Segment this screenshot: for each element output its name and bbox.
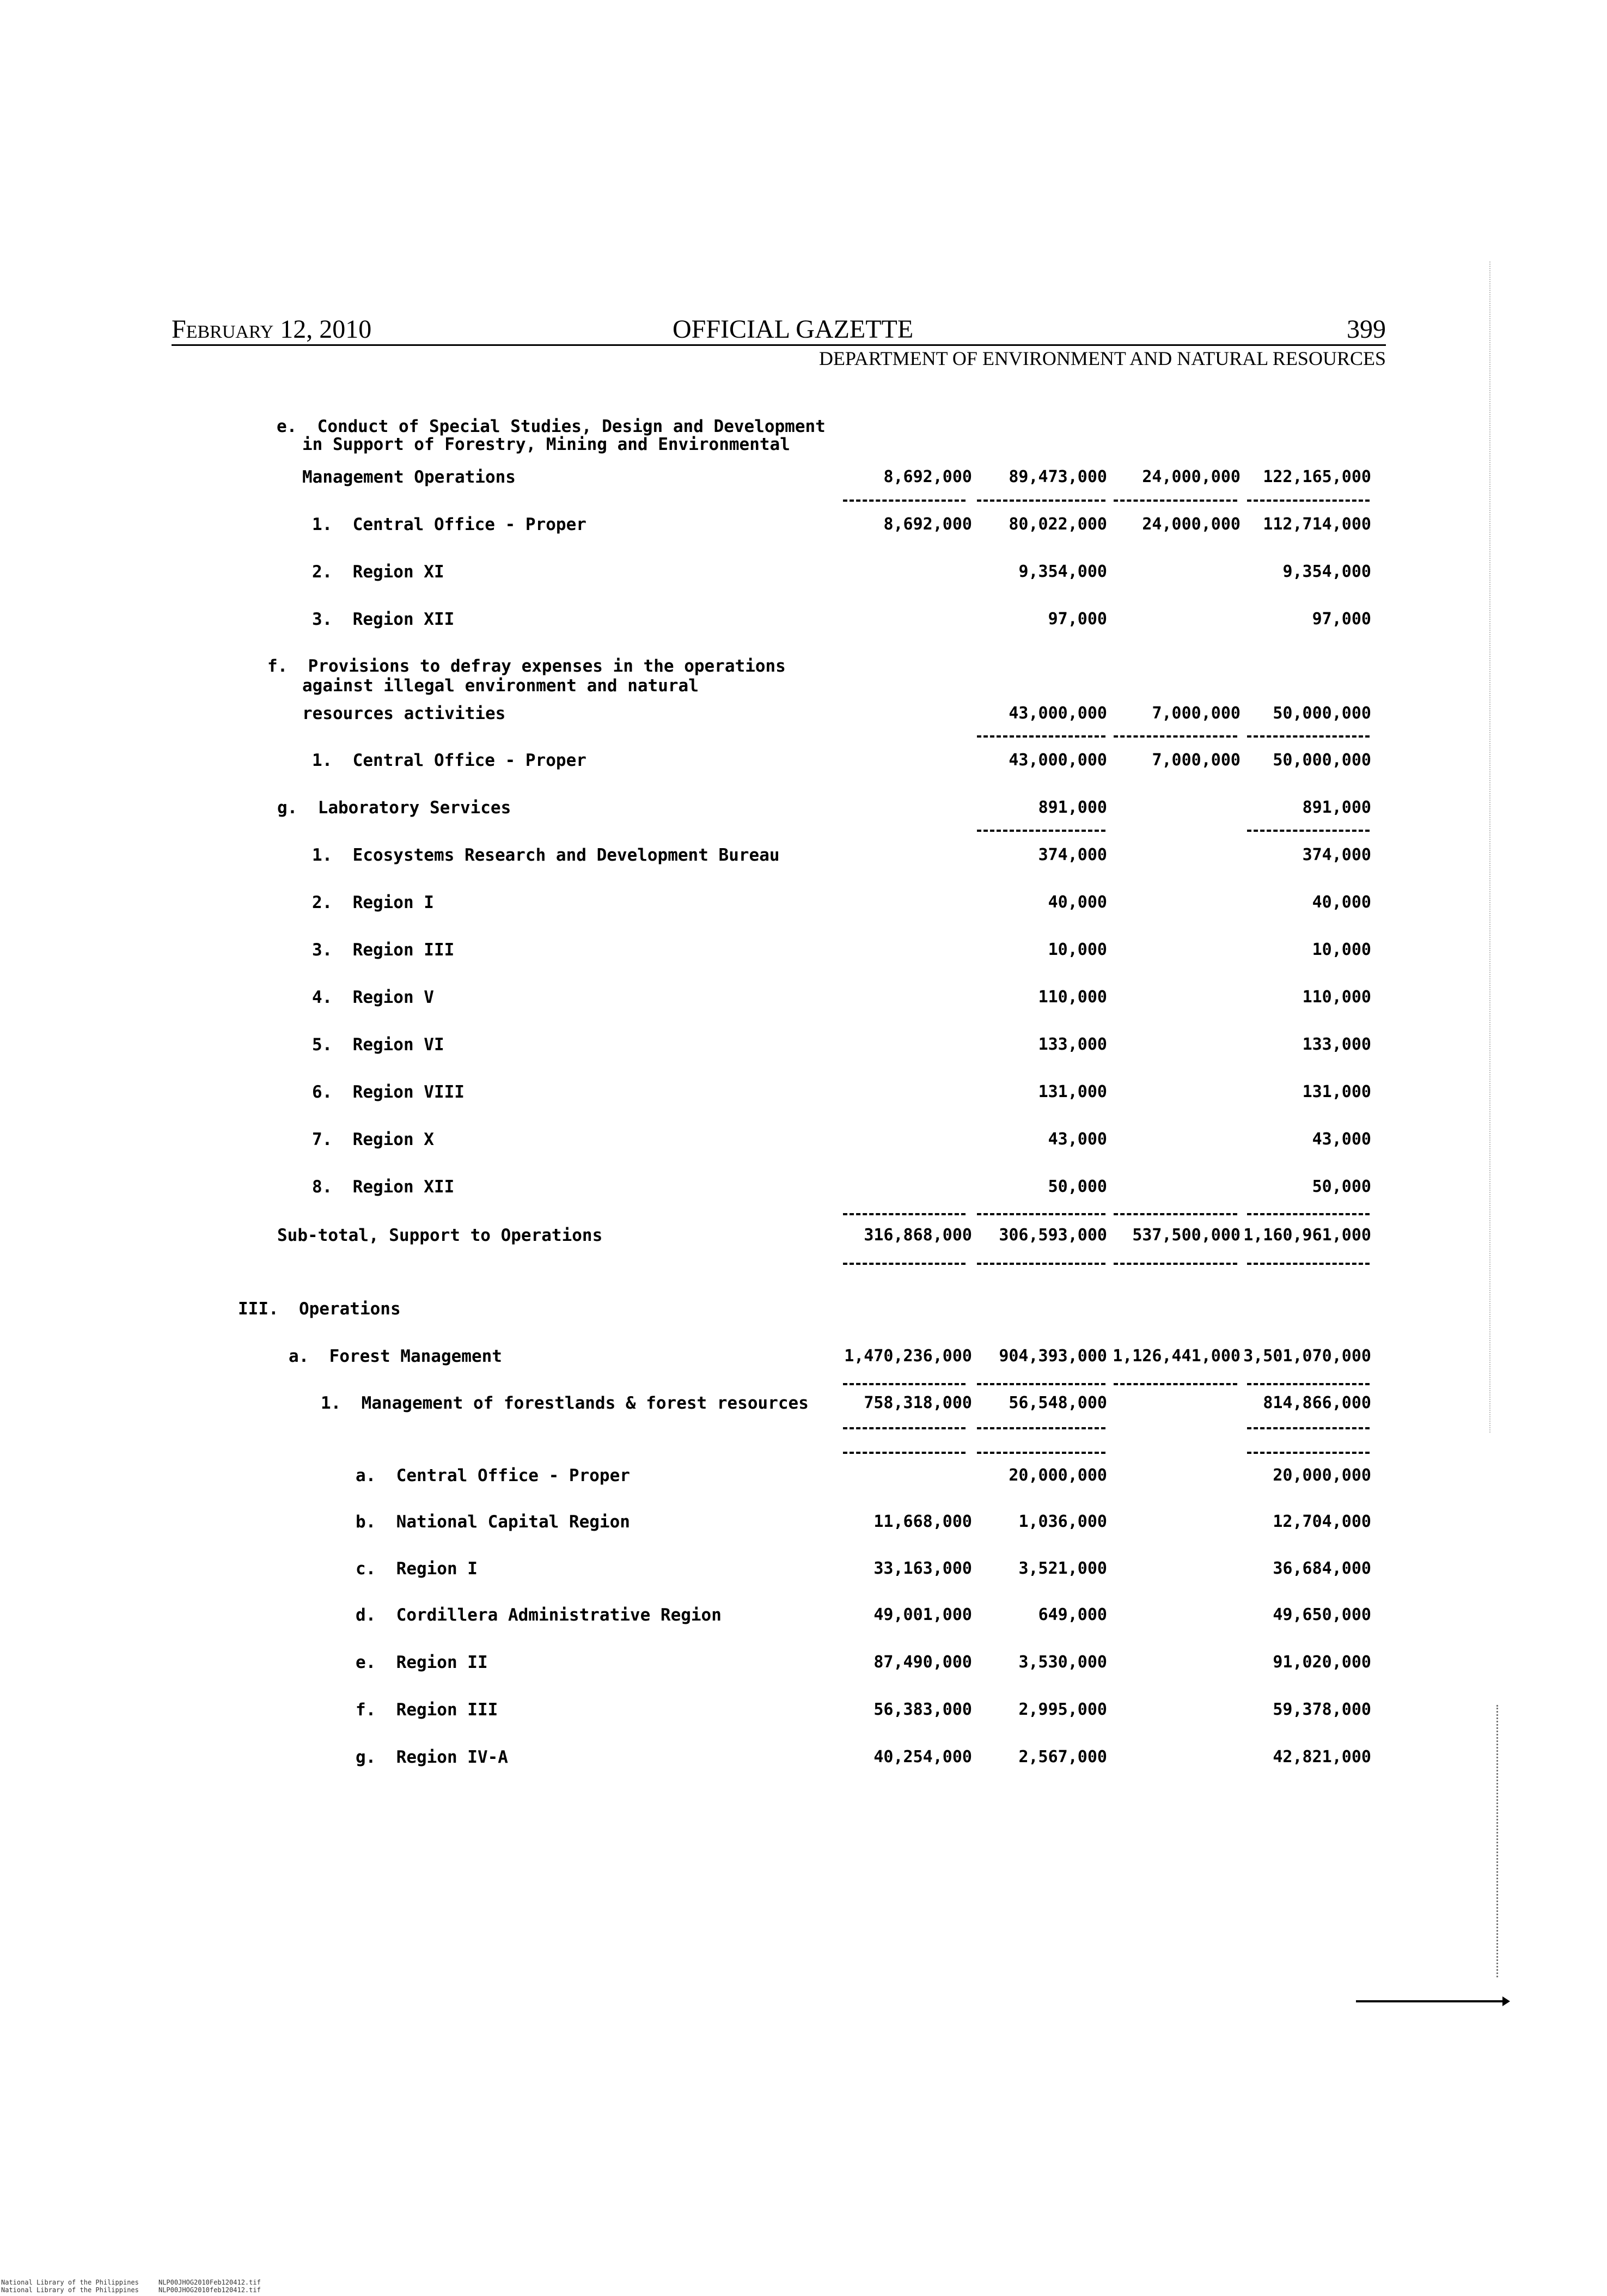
dashed-rule [977,1383,1105,1385]
row-label: against illegal environment and natural [302,676,699,696]
row-label: g. Laboratory Services [277,798,511,818]
table-row [0,432,1607,457]
amount-cell: 49,001,000 [873,1605,972,1624]
row-label: 1. Management of forestlands & forest resources [321,1393,809,1413]
footer-scan-id-1: National Library of the Philippines NLP00JHOG2010Feb120412.tif [1,2279,261,2286]
table-row [0,673,1607,698]
amount-cell: 24,000,000 [1142,467,1241,486]
table-row [0,1344,1607,1369]
table-row [0,1745,1607,1770]
amount-cell: 42,821,000 [1273,1747,1371,1767]
table-row [0,1603,1607,1628]
amount-cell: 43,000 [1048,1130,1107,1149]
row-label: 1. Central Office - Proper [312,515,586,534]
row-label: 3. Region XII [312,610,455,629]
amount-cell: 131,000 [1302,1082,1371,1101]
row-label: III. Operations [238,1299,401,1319]
amount-cell: 537,500,000 [1132,1226,1241,1245]
row-label: in Support of Forestry, Mining and Environmental [302,435,790,454]
dashed-rule [1114,1213,1237,1215]
amount-cell: 87,490,000 [873,1653,972,1672]
amount-cell: 10,000 [1048,940,1107,959]
amount-cell: 3,530,000 [1018,1653,1107,1672]
dashed-rule [1247,830,1370,832]
scan-edge-marks [1489,261,1494,1433]
row-label: 5. Region VI [312,1035,444,1055]
row-label: a. Central Office - Proper [356,1466,630,1485]
row-label: 6. Region VIII [312,1082,465,1102]
table-row [0,1463,1607,1488]
amount-cell: 3,501,070,000 [1243,1347,1371,1366]
amount-cell: 10,000 [1312,940,1371,959]
table-row [0,512,1607,537]
row-label: 4. Region V [312,988,434,1007]
amount-cell: 97,000 [1048,610,1107,629]
amount-cell: 316,868,000 [864,1226,972,1245]
amount-cell: 40,254,000 [873,1747,972,1767]
page-number: 399 [1347,315,1386,344]
amount-cell: 374,000 [1302,845,1371,864]
row-label: resources activities [302,704,506,723]
table-row [0,1127,1607,1152]
dashed-rule [843,1452,966,1454]
row-label: f. Region III [356,1700,498,1720]
dashed-rule [1247,500,1370,502]
row-label: b. National Capital Region [356,1512,630,1532]
amount-cell: 50,000,000 [1273,751,1371,770]
table-row [0,1650,1607,1675]
amount-cell: 20,000,000 [1273,1466,1371,1485]
amount-cell: 24,000,000 [1142,515,1241,534]
table-row [0,465,1607,490]
table-row [0,1556,1607,1581]
table-row [0,843,1607,868]
amount-cell: 56,383,000 [873,1700,972,1719]
scan-arrow-mark [1356,2000,1506,2002]
amount-cell: 7,000,000 [1152,751,1241,770]
amount-cell: 59,378,000 [1273,1700,1371,1719]
dashed-rule [843,1383,966,1385]
amount-cell: 1,036,000 [1018,1512,1107,1531]
dashed-rule [977,1213,1105,1215]
dashed-rule [1114,500,1237,502]
dashed-rule [977,1452,1105,1454]
amount-cell: 131,000 [1038,1082,1107,1101]
publication-title: OFFICIAL GAZETTE [673,315,914,344]
dashed-rule [843,500,966,502]
amount-cell: 1,470,236,000 [844,1347,972,1366]
department-heading: DEPARTMENT OF ENVIRONMENT AND NATURAL RESOURCES [819,348,1386,369]
amount-cell: 3,521,000 [1018,1559,1107,1578]
dashed-rule [1247,1383,1370,1385]
amount-cell: 374,000 [1038,845,1107,864]
amount-cell: 649,000 [1038,1605,1107,1624]
amount-cell: 110,000 [1038,988,1107,1007]
row-label: 8. Region XII [312,1177,455,1197]
scan-edge-marks-lower [1496,1705,1500,1977]
amount-cell: 9,354,000 [1018,562,1107,581]
dashed-rule [1114,735,1237,738]
amount-cell: 2,567,000 [1018,1747,1107,1767]
table-row [0,1697,1607,1722]
table-row [0,1391,1607,1416]
footer-scan-id-2: National Library of the Philippines NLP00JHOG2010feb120412.tif [1,2286,261,2294]
row-label: e. Region II [356,1653,488,1672]
amount-cell: 12,704,000 [1273,1512,1371,1531]
amount-cell: 56,548,000 [1009,1393,1107,1412]
row-label: f. Provisions to defray expenses in the operations [267,656,786,676]
dashed-rule [1247,735,1370,738]
amount-cell: 40,000 [1312,893,1371,912]
amount-cell: 49,650,000 [1273,1605,1371,1624]
amount-cell: 904,393,000 [999,1347,1107,1366]
row-label: d. Cordillera Administrative Region [356,1605,722,1625]
row-label: Sub-total, Support to Operations [277,1226,603,1245]
dashed-rule [977,500,1105,502]
dashed-rule [843,1427,966,1429]
row-label: g. Region IV-A [356,1747,508,1767]
dashed-rule [1247,1427,1370,1429]
dashed-rule [843,1263,966,1265]
amount-cell: 50,000 [1312,1177,1371,1196]
amount-cell: 758,318,000 [864,1393,972,1412]
amount-cell: 2,995,000 [1018,1700,1107,1719]
amount-cell: 306,593,000 [999,1226,1107,1245]
row-label: 3. Region III [312,940,455,960]
table-row [0,937,1607,963]
dashed-rule [843,1213,966,1215]
table-row [0,701,1607,726]
table-row [0,795,1607,820]
table-row [0,1223,1607,1248]
table-row [0,1080,1607,1105]
table-row [0,607,1607,632]
page-header [172,313,1386,346]
row-label: c. Region I [356,1559,478,1579]
dashed-rule [1247,1263,1370,1265]
amount-cell: 43,000,000 [1009,704,1107,723]
table-row [0,748,1607,773]
amount-cell: 36,684,000 [1273,1559,1371,1578]
amount-cell: 1,160,961,000 [1243,1226,1371,1245]
amount-cell: 1,126,441,000 [1113,1347,1241,1366]
row-label: 7. Region X [312,1130,434,1149]
dashed-rule [1247,1213,1370,1215]
amount-cell: 97,000 [1312,610,1371,629]
table-row [0,1032,1607,1057]
amount-cell: 33,163,000 [873,1559,972,1578]
amount-cell: 133,000 [1038,1035,1107,1054]
amount-cell: 40,000 [1048,893,1107,912]
amount-cell: 891,000 [1038,798,1107,817]
amount-cell: 43,000,000 [1009,751,1107,770]
amount-cell: 133,000 [1302,1035,1371,1054]
amount-cell: 112,714,000 [1263,515,1371,534]
amount-cell: 9,354,000 [1282,562,1371,581]
row-label: 1. Central Office - Proper [312,751,586,770]
amount-cell: 89,473,000 [1009,467,1107,486]
row-label: a. Forest Management [289,1347,502,1366]
amount-cell: 8,692,000 [883,515,972,534]
table-row [0,1296,1607,1321]
dashed-rule [977,1427,1105,1429]
row-label: 1. Ecosystems Research and Development Bureau [312,845,780,865]
amount-cell: 50,000,000 [1273,704,1371,723]
dashed-rule [977,830,1105,832]
dashed-rule [977,735,1105,738]
dashed-rule [977,1263,1105,1265]
amount-cell: 122,165,000 [1263,467,1371,486]
amount-cell: 91,020,000 [1273,1653,1371,1672]
table-row [0,1174,1607,1199]
amount-cell: 20,000,000 [1009,1466,1107,1485]
dashed-rule [1114,1383,1237,1385]
table-row [0,1509,1607,1534]
row-label: e. Conduct of Special Studies, Design and Development [277,417,826,436]
amount-cell: 50,000 [1048,1177,1107,1196]
dashed-rule [1247,1452,1370,1454]
issue-date: February 12, 2010 [172,315,372,344]
row-label: 2. Region I [312,893,434,912]
dashed-rule [1114,1263,1237,1265]
header-rule [172,344,1386,346]
amount-cell: 43,000 [1312,1130,1371,1149]
amount-cell: 7,000,000 [1152,704,1241,723]
amount-cell: 80,022,000 [1009,515,1107,534]
table-row [0,890,1607,915]
row-label: Management Operations [302,467,516,487]
amount-cell: 8,692,000 [883,467,972,486]
amount-cell: 11,668,000 [873,1512,972,1531]
amount-cell: 814,866,000 [1263,1393,1371,1412]
amount-cell: 110,000 [1302,988,1371,1007]
table-row [0,985,1607,1010]
table-row [0,559,1607,584]
row-label: 2. Region XI [312,562,444,582]
amount-cell: 891,000 [1302,798,1371,817]
